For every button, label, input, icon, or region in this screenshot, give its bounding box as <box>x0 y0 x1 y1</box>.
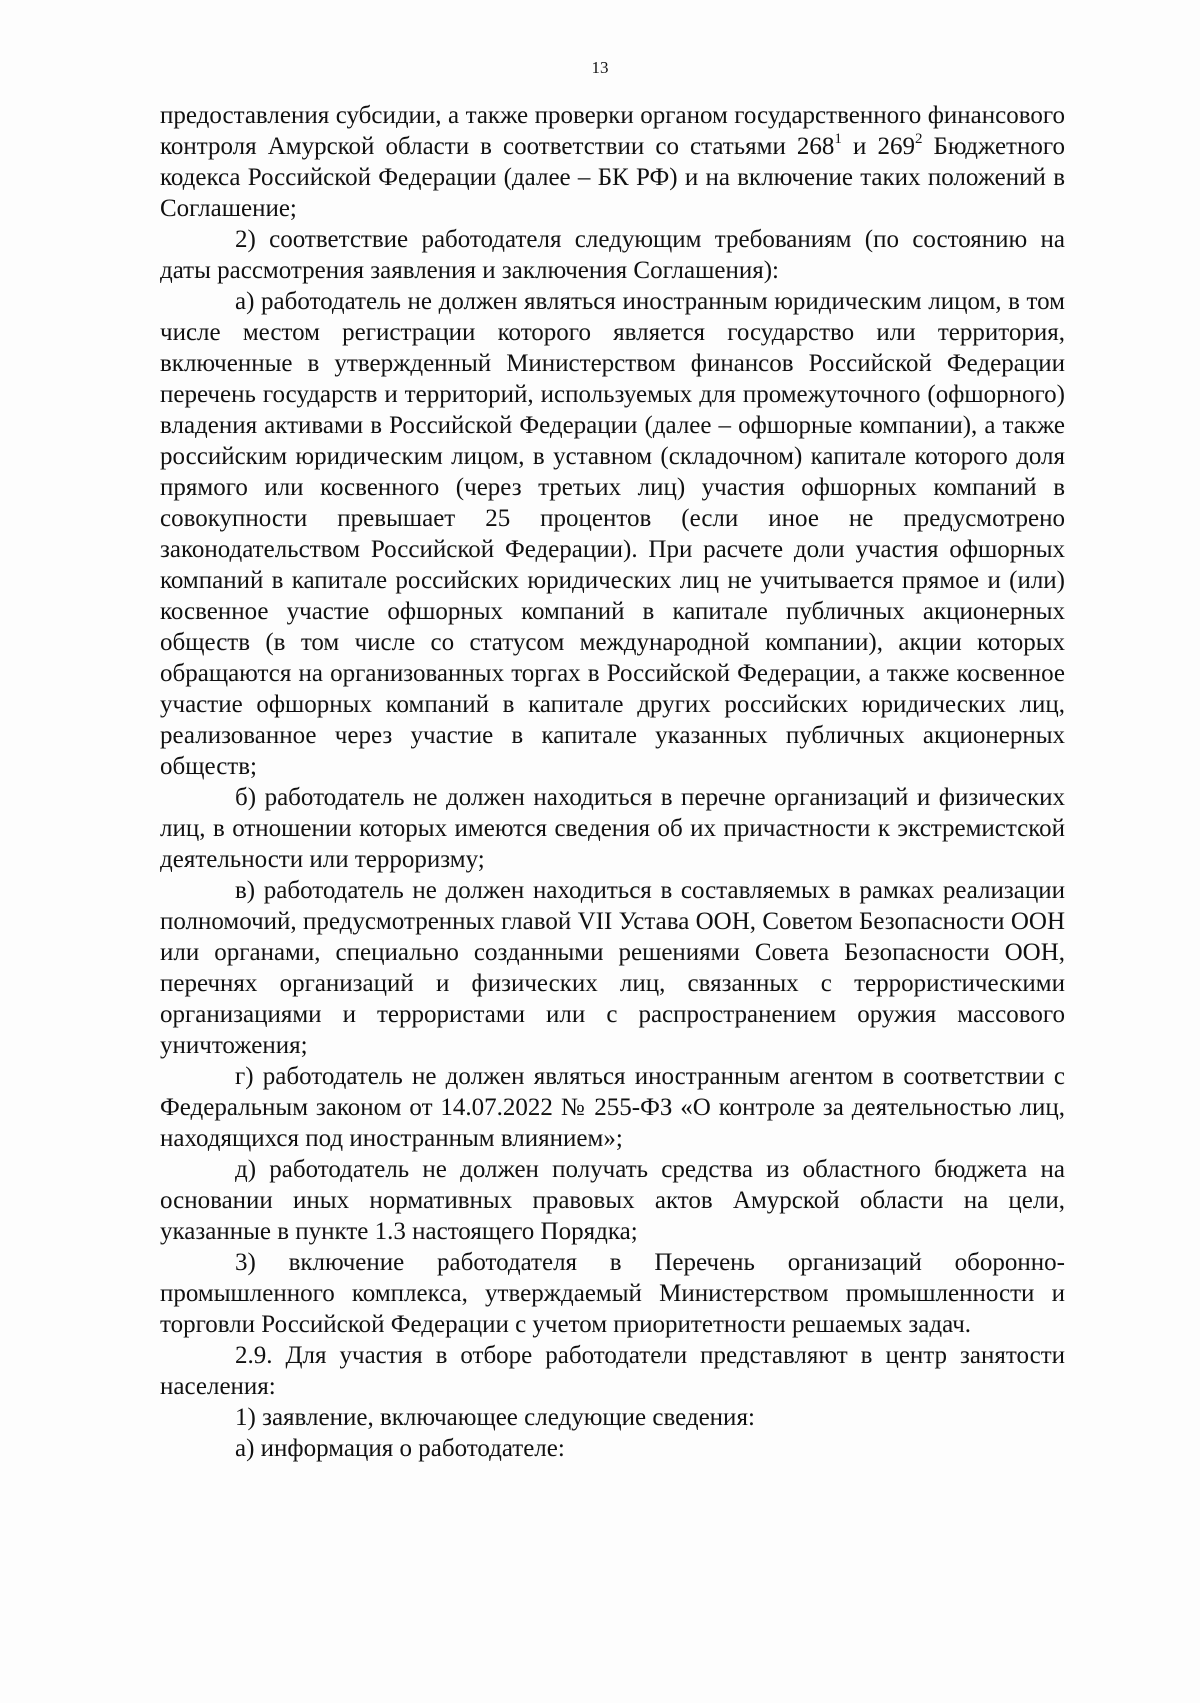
paragraph-item-2g: г) работодатель не должен являться иностранным агентом в соответствии с Федеральным законом от 14.07.2022 № 255-ФЗ «О контроле за деятельностью лиц, находящихся под иностранным влиянием»; <box>160 1063 1065 1152</box>
paragraph-continuation <box>160 100 1065 224</box>
text-segment: предоставления субсидии, а также проверки органом государственного финансового контроля Амурской области в соответствии со статьями 268 <box>160 102 1065 160</box>
paragraph-item-2d: д) работодатель не должен получать средства из областного бюджета на основании иных нормативных правовых актов Амурской области на цели, указанные в пункте 1.3 настоящего Порядка; <box>160 1156 1065 1245</box>
document-body <box>160 100 1065 1464</box>
superscript: 1 <box>834 131 842 147</box>
paragraph-2-9-item-1a: а) информация о работодателе: <box>235 1435 565 1462</box>
superscript: 2 <box>914 131 923 147</box>
paragraph-2-9: 2.9. Для участия в отборе работодатели представляют в центр занятости населения: <box>160 1342 1065 1400</box>
page-number: 13 <box>591 58 609 77</box>
paragraph-item-2a: а) работодатель не должен являться иностранным юридическим лицом, в том числе местом регистрации которого является государство или территория, включенные в утвержденный Министерством финансов Российской Федерации перечень государств и территорий, используемых для промежуточного (офшорного) владения активами в Российской Федерации (далее – офшорные компании), а также российским юридическим лицом, в уставном (складочном) капитале которого доля прямого или косвенного (через третьих лиц) участия офшорных компаний в совокупности превышает 25 процентов (если иное не предусмотрено законодательством Российской Федерации). При расчете доли участия офшорных компаний в капитале российских юридических лиц не учитывается прямое и (или) косвенное участие офшорных компаний в капитале публичных акционерных обществ (в том числе со статусом международной компании), акции которых обращаются на организованных торгах в Российской Федерации, а также косвенное участие офшорных компаний в капитале других российских юридических лиц, реализованное через участие в капитале указанных публичных акционерных обществ; <box>160 288 1065 780</box>
paragraph-item-3: 3) включение работодателя в Перечень организаций оборонно-промышленного комплекса, утверждаемый Министерством промышленности и торговли Российской Федерации с учетом приоритетности решаемых задач. <box>160 1249 1065 1338</box>
paragraph-item-2: 2) соответствие работодателя следующим требованиям (по состоянию на даты рассмотрения заявления и заключения Соглашения): <box>160 226 1065 284</box>
text-segment: и 269 <box>841 133 915 160</box>
paragraph-item-2v: в) работодатель не должен находиться в составляемых в рамках реализации полномочий, предусмотренных главой VII Устава ООН, Советом Безопасности ООН или органами, специально созданными решениями Совета Безопасности ООН, перечнях организаций и физических лиц, связанных с террористическими организациями и террористами или с распространением оружия массового уничтожения; <box>160 877 1065 1059</box>
text-segment: Бюджетного кодекса Российской Федерации (далее – БК РФ) и на включение таких положений в Соглашение; <box>160 133 1065 222</box>
paragraph-item-2b: б) работодатель не должен находиться в перечне организаций и физических лиц, в отношении которых имеются сведения об их причастности к экстремистской деятельности или терроризму; <box>160 784 1065 873</box>
paragraph-2-9-item-1: 1) заявление, включающее следующие сведения: <box>235 1404 755 1431</box>
